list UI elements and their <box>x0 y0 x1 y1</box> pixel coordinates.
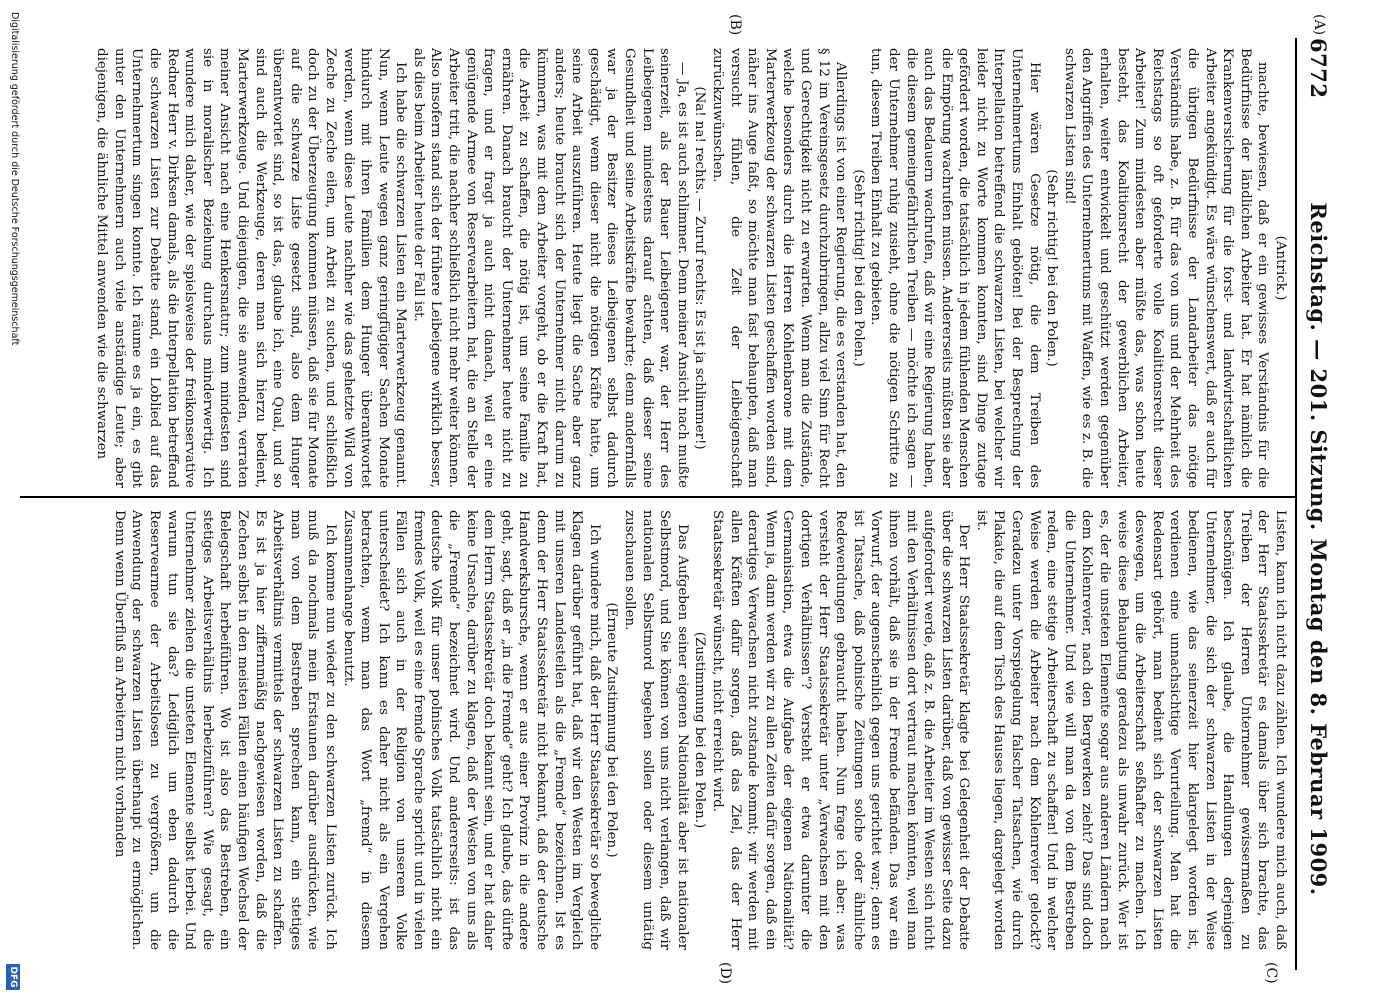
paragraph: Ich wundere mich, daß der Herr Staatssekretär so bewegliche Klagen darüber geführt hat, daß wir den Westen im Vergleich mit unseren Landesteilen als die „Fremde“ bezeichnen. Ist es denn der Herr Staatssekretär nicht bekannt, daß der deutsche Handwerksbursche, wenn er aus einer Provinz in die andere geht, sagt, daß er „in die Fremde“ geht? Ich glaube, das dürfte dem Herrn Staatssekretär doch bekannt sein, und er hat daher keine Ursache, darüber zu klagen, daß der Westen von uns als die „Fremde“ bezeichnet wird. Und andererseits: ist das deutsche Volk für unser polnisches Volk tatsächlich nicht ein fremdes Volk, weil es eine fremde Sprache spricht und in vielen Fällen sich auch in der Religion von unserem Volke unterscheidet? Ich kann es daher nicht als ein Vergehen betrachten, wenn man das Wort „fremd“ in diesem Zusammenhange benutzt. <box>340 510 602 950</box>
margin-marker-c: (C) <box>1263 962 1279 984</box>
paragraph: Allerdings ist von einer Regierung, die es verstanden hat, den § 12 im Vereinsgesetz durchzubringen, allzu viel Sinn für Recht und Gerechtigkeit nicht zu erwarten. Wenn man die Zustände, welche besonders durch die Herren Kohlenbarone mit dem Marterwerkzeug der schwarzen Listen geschaffen worden sind, näher ins Auge faßt, so möchte man fast behaupten, daß man versucht fühlen, die Zeit der Leibeigenschaft zurückzuwünschen. <box>710 48 849 488</box>
interjection: (Erneute Zustimmung bei den Polen.) <box>604 602 620 858</box>
column-divider <box>20 496 1295 498</box>
paragraph: Ich habe die schwarzen Listen ein Marterwerkzeug genannt. Nun, wenn Leute wegen ganz geringfügiger Sachen Monate hindurch mit ihren Familien dem Hunger überantwortet werden, wenn diese Leute nachher wie das gehetzte Wild von Zeche zu Zeche eilen, um Arbeit zu suchen, und schließlich doch zu der Überzeugung kommen müssen, daß sie für Monate auf die schwarze Liste gesetzt sind, also dem Hunger überantwortet sind, so ist das, glaube ich, eine Qual, und so sind auch die Werkzeuge, deren man sich hierzu bedient, Marterwerkzeuge. Und diejenigen, die sie anwenden, verraten meiner Ansicht nach eine Henkersnatur; zum mindesten sind sie in moralischer Beziehung durchaus minderwertig. Ich wundere mich daher, wie der spielsweise der freikonservative Redner Herr v. Dirksen damals, als die Interpellation betreffend die schwarzen Listen zur Debatte stand, ein Loblied auf das Unternehmertum singen konnte. Ich räume es ja ein, es gibt unter den Unternehmern auch viele anständige Leute; aber diejenigen, die ähnliche Mittel anwenden wie die schwarzen <box>94 48 409 488</box>
paragraph: Das Aufgeben seiner eigenen Nationalität aber ist nationaler Selbstmord, und Sie können von uns nicht verlangen, daß wir nationalen Selbstmord begehen sollen oder diesem untätig zuschauen sollen. <box>622 510 690 950</box>
dfg-logo: DFG <box>6 964 20 990</box>
margin-marker-a: (A) <box>1311 14 1327 36</box>
paragraph: Listen, kann ich nicht dazu zählen. Ich wundere mich auch, daß der Herr Staatssekretär es damals über sich brachte, das Treiben der Herren Unternehmer gewissermaßen zu beschönigen. Ich glaube, die Handlungen derjenigen Unternehmer, die sich der schwarzen Listen in der Weise bedienen, wie das seinerzeit hier klargelegt worden ist, verdienen eine unnachsichtige Verurteilung. Man hat die Redensart gehört, man bedient sich der schwarzen Listen deswegen, um die Arbeiterschaft seßhafter zu machen. Ich weise diese Behauptung geradezu als unwahr zurück. Wer ist es, der die unsteten Elemente sogar aus anderen Ländern nach dem Kohlenrevier, nach den Bergwerken zieht? Das sind doch die Unternehmer. Und wie will man da von dem Bestreben reden, eine stetige Arbeiterschaft zu schaffen! Und in welcher Weise werden die Arbeiter nach dem Kohlenrevier gelockt? Geradezu unter Vorspiegelung falscher Tatsachen, wie durch Plakate, die auf dem Tisch des Hauses liegen, dargelegt worden ist. <box>973 510 1288 950</box>
header-rule <box>1295 38 1297 970</box>
paragraph: machte, bewiesen, daß er ein gewisses Verständnis für die Bedürfnisse der ländlichen Arbeiter hat. Er hat nämlich die Krankenversicherung für die forst- und landwirtschaftlichen Arbeiter angekündigt. Es wäre wünschenswert, daß er auch für die übrigen Bedürfnisse der Landarbeiter das nötige Verständnis habe, z. B. für das von uns und der Mehrheit des Reichstags so oft geforderte volle Koalitionsrecht dieser Arbeiter! Zum mindesten aber müßte das, was schon heute besteht, das Koalitionsrecht der gewerblichen Arbeiter, erhalten, weiter entwickelt und geschützt werden gegenüber den Angriffen des Unternehmertums mit Waffen, wie es z. B. die schwarzen Listen sind! <box>1061 48 1271 488</box>
page-header <box>1303 38 1331 970</box>
right-column <box>110 510 1289 950</box>
page-number: 6772 <box>1306 38 1331 99</box>
margin-marker-d: (D) <box>717 962 733 985</box>
margin-marker-b: (B) <box>727 14 743 36</box>
page-footer <box>4 0 20 1000</box>
page-title: Reichstag. — 201. Sitzung. Montag den 8. Februar 1909. <box>1306 202 1331 896</box>
paragraph: — Ja, es ist auch schlimmer. Denn meiner Ansicht nach mußte seinerzeit, als der Bauer Leibeigener war, der Herr des Leibeigenen mindestens darauf achten, daß dieser seine Gesundheit und seine Arbeitskräfte bewahrte; denn andernfalls war ja der Besitzer dieses Leibeigenen selbst dadurch geschädigt, wenn dieser nicht die nötigen Kräfte hatte, um seine Arbeit auszuführen. Heute liegt die Sache aber ganz anders; heute braucht sich der Unternehmer nicht darum zu kümmern, was mit dem Arbeiter vorgeht, ob er die Kraft hat, die Arbeit zu schaffen, die nötig ist, um seine Familie zu ernähren. Danach braucht der Unternehmer heute nicht zu fragen, und er fragt ja auch nicht danach, weil er eine genügende Armee von Reservearbeitern hat, die an Stelle der Arbeiter tritt, die nachher schließlich nicht mehr weiter können. Also insofern stand sich der frühere Leibeigene wirklich besser, als dies beim Arbeiter heute der Fall ist. <box>410 48 690 488</box>
paragraph: Hier wären Gesetze nötig, die dem Treiben des Unternehmertums Einhalt geböten! Bei der Besprechung der Interpellation betreffend die schwarzen Listen, bei welcher wir leider nicht zu Worte kommen konnten, sind Dinge zutage gefördert worden, die tatsächlich in jedem fühlenden Menschen die Empörung wachrufen müssen. Andererseits müßten sie aber auch das Bedauern wachrufen, daß wir eine Regierung haben, die diesem gemeingefährlichen Treiben — möchte ich sagen — der Unternehmer ruhig zusieht, ohne die nötigen Schritte zu tun, diesem Treiben Einhalt zu gebieten. <box>868 48 1042 488</box>
interjection: (Antrick.) <box>1273 235 1288 301</box>
paragraph: Der Herr Staatssekretär klagte bei Gelegenheit der Debatte über die schwarzen Listen darüber, daß von gewisser Seite dazu aufgefordert werde, daß z. B. die Arbeiter im Westen sich nicht mit den Verhältnissen dort vertraut machen könnten, weil man ihnen vorhält, daß sie in der Fremde befänden. Das war ein Vorwurf, der augenscheinlich gegen uns gerichtet war; denn es ist Tatsache, daß polnische Zeitungen solche oder ähnliche Redewendungen gebraucht haben. Nun frage ich aber: was versteht der Herr Staatssekretär unter „Verwachsen mit den dortigen Verhältnissen“? Versteht er etwa darunter die Germanisation, etwa die Aufgabe der eigenen Nationalität? Wenn ja, dann werden wir zu allen Zeiten dafür sorgen, daß ein derartiges Verwachsen nicht zustande kommt; wir werden mit allen Kräften dafür sorgen, daß das Ziel, das der Herr Staatssekretär wünscht, nicht erreicht wird. <box>710 510 972 950</box>
interjection: (Zustimmung bei den Polen.) <box>692 631 708 829</box>
interjection: (Na! na! rechts. — Zuruf rechts: Es ist ja schlimmer!) <box>692 86 708 450</box>
footer-credit: Digitalisierung gefördert durch die Deutsche Forschungsgemeinschaft <box>9 12 20 346</box>
paragraph: Ich komme nun wieder zu den schwarzen Listen zurück. Ich muß da nochmals mein Erstaunen darüber ausdrücken, wie man von dem Bestreben sprechen kann, ein stetiges Arbeitsverhältnis vermittels der schwarzen Listen zu schaffen. Es ist ja hier ziffernmäßig nachgewiesen worden, daß die Zechen selbst in den meisten Fällen einen häufigen Wechsel der Belegschaft herbeiführen. Wo ist also das Bestreben, ein stetiges Arbeitsverhältnis herbeizuführen? Wie gesagt, die Unternehmer ziehen die unsteten Elemente selbst herbei. Und warum tun sie das? Lediglich um eben dadurch die Reservearmee der Arbeitslosen zu vergrößern, um die Anwendung der schwarzen Listen überhaupt zu ermöglichen. Denn wenn Überfluß an Arbeitern nicht vorhanden <box>111 510 338 950</box>
left-column <box>93 48 1289 488</box>
interjection: (Sehr richtig! bei den Polen.) <box>1044 169 1060 367</box>
interjection: (Sehr richtig! bei den Polen.) <box>850 169 866 367</box>
